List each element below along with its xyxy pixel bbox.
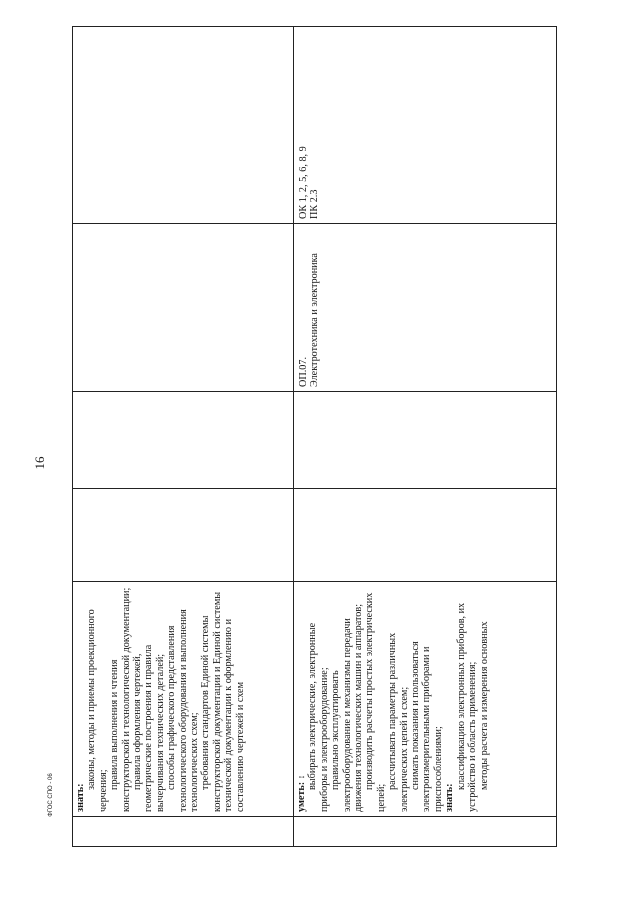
index-cell bbox=[294, 817, 557, 847]
skills-heading-line bbox=[296, 585, 307, 812]
skill-item: правильно эксплуатировать электрооборудование и механизмы передачи движения технологических машин и аппаратов; bbox=[330, 603, 365, 812]
knowledge-item: правила выполнения и чтения конструкторской и технологической документации; bbox=[109, 587, 132, 812]
empty-cell bbox=[73, 392, 294, 489]
knowledge-item: законы, методы и приемы проекционного черчения; bbox=[86, 609, 109, 812]
table-row bbox=[294, 27, 557, 847]
knowledge-item: методы расчета и измерения основных bbox=[478, 621, 490, 790]
requirements-cell bbox=[73, 582, 294, 817]
curriculum-table bbox=[72, 26, 557, 847]
knowledge-item: способы графического представления технологического оборудования и выполнения технологических схем; bbox=[166, 609, 201, 812]
competencies-text bbox=[294, 27, 321, 223]
competencies-pk: ПК 2.3 bbox=[309, 189, 321, 219]
competencies-cell bbox=[73, 27, 294, 224]
requirements-cell bbox=[294, 582, 557, 817]
skill-item: рассчитывать параметры различных электрических цепей и схем; bbox=[387, 632, 410, 812]
table-row bbox=[73, 27, 294, 847]
index-cell bbox=[73, 817, 294, 847]
skill-item: производить расчеты простых электрических цепей; bbox=[364, 592, 387, 812]
knowledge-item: классификацию электронных приборов, их устройство и область применения; bbox=[455, 602, 479, 812]
standard-footer: ФГОС СПО - 06 bbox=[48, 773, 54, 817]
discipline-cell bbox=[73, 224, 294, 392]
discipline-code: ОП.07. bbox=[298, 357, 309, 387]
knowledge-item: требования стандартов Единой системы конструкторской документации и Единой системы технической документации к оформлению и составлению чертежей и схем bbox=[200, 591, 246, 812]
discipline-cell bbox=[294, 224, 557, 392]
knowledge-heading: знать: bbox=[444, 783, 456, 812]
skill-item: выбирать электрические, электронные приборы и электрооборудование; bbox=[307, 622, 330, 812]
knowledge-heading: знать: bbox=[75, 783, 86, 812]
discipline-name: Электротехника и электроника bbox=[309, 253, 321, 387]
empty-cell bbox=[73, 489, 294, 582]
skills-heading: уметь: bbox=[296, 781, 307, 812]
competencies-ok: ОК 1, 2, 5, 6, 8, 9 bbox=[298, 146, 309, 219]
empty-cell bbox=[294, 392, 557, 489]
requirements-text bbox=[73, 582, 246, 816]
rotated-landscape-table bbox=[72, 27, 554, 847]
page-number: 16 bbox=[32, 456, 47, 470]
competencies-cell bbox=[294, 27, 557, 224]
requirements-text bbox=[294, 582, 490, 816]
skills-marker: ↕ bbox=[296, 774, 306, 780]
curriculum-table-container bbox=[72, 27, 554, 847]
empty-cell bbox=[294, 489, 557, 582]
knowledge-item: правила оформления чертежей, геометрические построения и правила вычерчивания технических деталей; bbox=[132, 644, 166, 812]
discipline-text bbox=[294, 224, 321, 391]
skill-item: снимать показания и пользоваться электроизмерительными приборами и приспособлениями; bbox=[410, 641, 444, 812]
